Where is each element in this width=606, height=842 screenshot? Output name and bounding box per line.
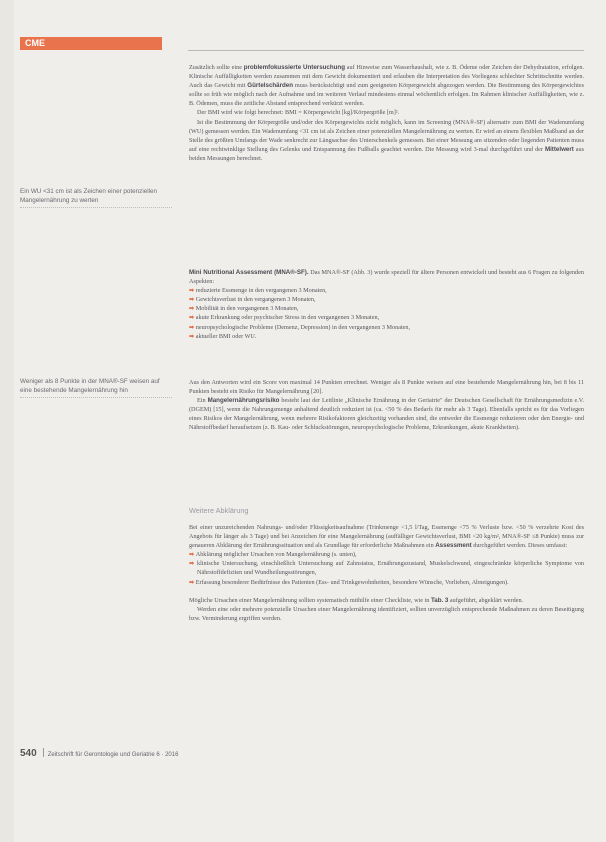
section-heading: Weitere Abklärung	[189, 506, 249, 515]
text: Gewichtsverlust in den vergangenen 3 Monaten,	[195, 296, 316, 304]
body-section-1	[189, 63, 584, 163]
text: Das MNA®-SF (Abb. 3) wurde speziell für ältere Personen entwickelt und besteht aus 6 Fragen zu folgenden Aspekten:	[189, 269, 584, 286]
text: neuropsychologische Probleme (Demenz, Depression) in den vergangenen 3 Monaten,	[195, 323, 411, 331]
text: auf Hinweise zum Wasserhaushalt, wie z. B. Ödeme oder Zeichen der Dehydratation, erfolgen. Klinische Auffälligkeiten werden zusammen mit dem Gewicht dokumentiert und erlauben die Interpretation des Vorliegens schlechter Schrittschnitte werden. Auch das Gewicht mit	[189, 64, 585, 90]
text: besteht laut der Leitlinie „Klinische Ernährung in der Geriatrie" der Deutschen Gesellschaft für Ernährungsmedizin e.V. (DGEM) [15], wenn die Nahrungsmenge anhaltend deutlich reduziert ist (ca. <50 % des Bedarfs für mehr als 3 Tage). Ebenfalls spricht es für das Vorliegen eines Risikos der Mangelernährung, wenn mehrere Risikofaktoren gleichzeitig vorhanden sind, die entweder die Essmenge reduzieren oder den Energie- und Nährstoffbedarf heraufsetzen (z. B. Kau- oder Schluckstörungen, neuropsychologische Probleme, Erkrankungen, akute Krankheiten).	[189, 397, 585, 432]
page-number: 540	[20, 748, 37, 759]
text: Zusätzlich sollte eine	[189, 64, 242, 71]
list-item	[189, 286, 584, 295]
paragraph	[189, 396, 584, 432]
text: aktueller BMI oder WU.	[195, 332, 257, 340]
arrow-icon: ➡	[189, 560, 197, 568]
sidenote-wadenumfang: Ein WU <31 cm ist als Zeichen einer potenziellen Mangelernährung zu werten	[20, 187, 172, 208]
text: aus beiden Messungen berechnet.	[189, 145, 585, 162]
text: Bei einer unzureichenden Nahrungs- und/oder Flüssigkeitsaufnahme (Trinkmenge <1,5 l/Tag, Essmenge <75 % Verluste bzw. <50 % verzehrte Kost des Angebots für länger als 3 Tage) und bei Anzeichen für eine Mangelernährung (auffälliger Gewichtsverlust, BMI <20 kg/m², MNA®-SF ≤8 Punkte) muss zur genaueren Abklärung der Ernährungssituation und als Grundlage für erforderliche Maßnahmen ein	[189, 524, 584, 550]
emphasis: Gürtelschärden	[247, 82, 294, 90]
arrow-icon: ➡	[189, 287, 196, 295]
arrow-icon: ➡	[189, 305, 196, 313]
text: klinische Untersuchung, einschließlich Untersuchung auf Zahnstatus, Ernährungszustand, Muskelschwund, eingeschränkte körperliche Symptome von Nährstoffdefiziten und Wundheilungsstörungen,	[196, 560, 585, 577]
paragraph	[189, 596, 584, 605]
text: Ist die Bestimmung der Körpergröße und/oder des Körpergewichts nicht möglich, kann im Screening (MNA®-SF) alternativ zum BMI der Wadenumfang (WU) gemessen werden. Ein Wadenumfang <31 cm ist als Zeichen einer potenziellen Mangelernährung zu werten. Er wird an einem flexiblen Maßband an der Stelle des größten Umfangs der Wade senkrecht zur Längsachse des Unterschenkels gemessen. Bei einer Messung am sitzenden oder liegenden Patienten muss auf eine rechtwinklige Stellung des Gelenks und Entspannung des Fußballs geachtet werden. Die Messung wird 3-mal durchgeführt und der	[189, 118, 584, 153]
paragraph	[189, 63, 584, 108]
text: Abklärung möglicher Ursachen von Mangelernährung (s. unten),	[195, 551, 357, 559]
arrow-icon: ➡	[189, 332, 196, 340]
text: aufgeführt, abgeklärt werden.	[449, 596, 524, 604]
arrow-icon: ➡	[189, 314, 196, 322]
body-section-3	[189, 523, 584, 623]
paragraph	[189, 268, 584, 286]
emphasis: Mittelwert	[544, 145, 574, 153]
text: Ein	[197, 397, 206, 405]
footer-divider	[43, 748, 44, 757]
list-item	[189, 550, 584, 559]
paragraph: Aus den Antworten wird ein Score von maximal 14 Punkten errechnet. Weniger als 8 Punkte weisen auf eine bestehende Mangelernährung hin, bei 8 bis 11 Punkten besteht ein Risiko für Mangelernährung [20].	[189, 379, 584, 396]
text: durchgeführt werden. Dieses umfasst:	[473, 542, 568, 550]
list-item	[189, 295, 584, 304]
sidenote-mna-score: Weniger als 8 Punkte in der MNA®-SF weisen auf eine bestehende Mangelernährung hin	[20, 377, 172, 398]
text: Mobilität in den vergangenen 3 Monaten,	[195, 305, 299, 313]
journal-citation: Zeitschrift für Gerontologie und Geriatrie 6 · 2016	[47, 752, 179, 758]
list-item	[189, 304, 584, 313]
header-rule	[188, 50, 584, 51]
emphasis: problemfokussierte Untersuchung	[243, 64, 345, 71]
table-reference: Tab. 3	[430, 596, 449, 604]
paragraph: Werden eine oder mehrere potenzielle Ursachen einer Mangelernährung identifiziert, sollten unverzüglich entsprechende Maßnahmen zu deren Beseitigung bzw. Verminderung ergriffen werden.	[189, 605, 584, 622]
bullet-list	[189, 550, 584, 586]
emphasis: Mini Nutritional Assessment (MNA®-SF).	[189, 269, 309, 276]
arrow-icon: ➡	[189, 551, 196, 559]
text: muss berücksichtigt und zum geeigneten Körpergewicht abgezogen werden. Die Bestimmung des Körpergewichtes sollte so früh wie möglich nach der Aufnahme und im weiteren Verlauf mindestens einmal wöchentlich erfolgen. Im Rahmen klinischer Auffälligkeiten, wie z. B. Ödemen, muss die zeitliche Abstand entsprechend verkürzt werden.	[189, 82, 584, 108]
list-item	[189, 323, 584, 332]
text: Erfassung besonderer Bedürfnisse des Patienten (Ess- und Trinkgewohnheiten, besondere Wünsche, Vorlieben, Abneigungen).	[195, 578, 509, 586]
arrow-icon: ➡	[189, 323, 196, 331]
emphasis: Mangelernährungsrisiko	[207, 397, 280, 405]
body-section-2	[189, 268, 584, 341]
list-item	[189, 578, 584, 587]
arrow-icon: ➡	[189, 578, 196, 586]
text: akute Erkrankung oder psychischer Stress in den vergangenen 3 Monaten,	[195, 314, 380, 322]
page-footer	[20, 748, 178, 759]
paragraph	[189, 118, 584, 163]
arrow-icon: ➡	[189, 296, 196, 304]
paragraph-bmi: Der BMI wird wie folgt berechnet: BMI = Körpergewicht [kg]/Körpergröße [m]².	[197, 109, 400, 117]
list-item	[189, 332, 584, 341]
body-section-2b	[189, 378, 584, 433]
paragraph	[189, 523, 584, 550]
list-item	[189, 559, 584, 577]
emphasis: Assessment	[435, 542, 472, 550]
bullet-list	[189, 286, 584, 341]
text: reduzierte Essmenge in den vergangenen 3 Monaten,	[195, 287, 327, 295]
text: Mögliche Ursachen einer Mangelernährung sollten systematisch mithilfe einer Checkliste, wie in	[189, 596, 430, 604]
section-tab-cme: CME	[20, 37, 162, 50]
list-item	[189, 313, 584, 322]
